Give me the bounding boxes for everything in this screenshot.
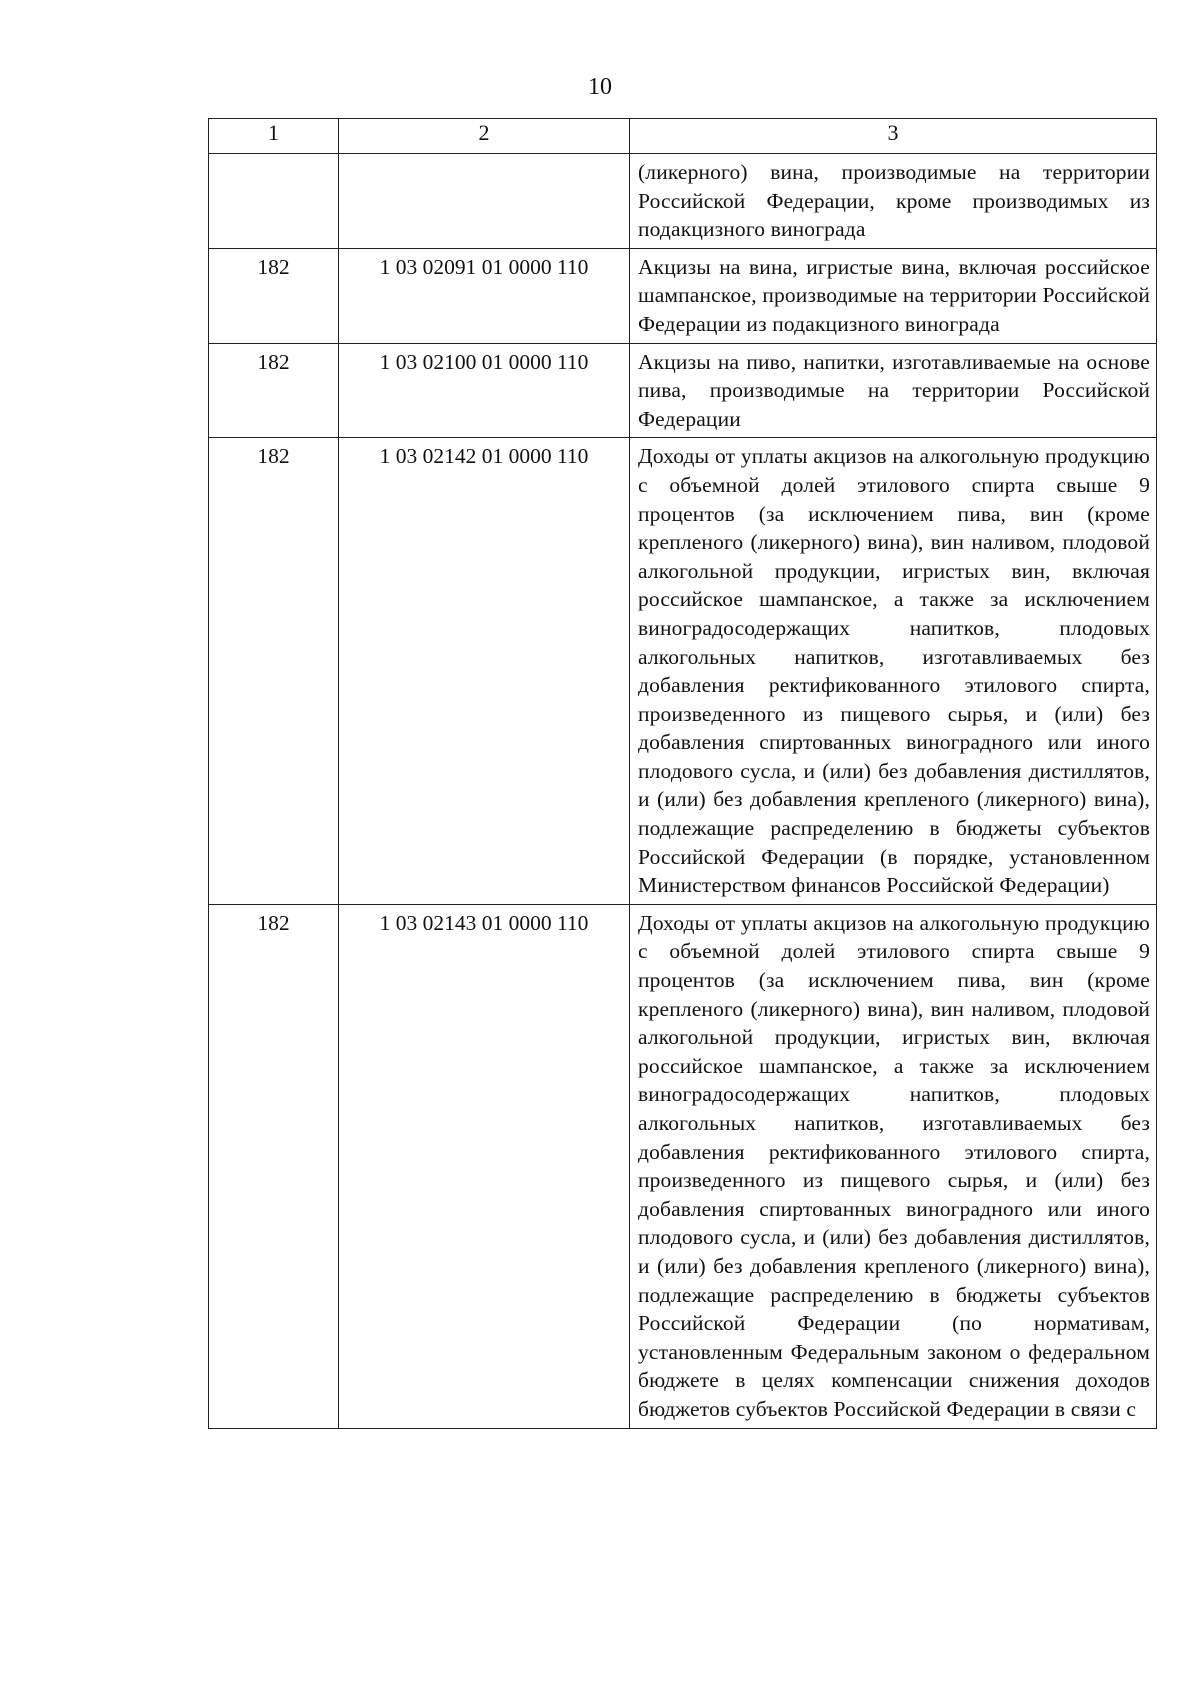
description-cell: Акцизы на пиво, напитки, изготавливаемые на основе пива, производимые на территории Российской Федерации <box>630 343 1157 438</box>
kbk-code-cell: 1 03 02143 01 0000 110 <box>339 904 630 1428</box>
table-row <box>209 154 1157 249</box>
table-header-row <box>209 119 1157 154</box>
admin-code-cell: 182 <box>209 343 339 438</box>
kbk-code-cell: 1 03 02091 01 0000 110 <box>339 248 630 343</box>
kbk-code-cell <box>339 154 630 249</box>
table-row <box>209 248 1157 343</box>
header-col-2: 2 <box>339 119 630 154</box>
header-col-3: 3 <box>630 119 1157 154</box>
table-row <box>209 343 1157 438</box>
description-cell: Доходы от уплаты акцизов на алкогольную продукцию с объемной долей этилового спирта свыше 9 процентов (за исключением пива, вин (кроме крепленого (ликерного) вина), вин наливом, плодовой алкогольной продукции, игристых вин, включая российское шампанское, а также за исключением виноградосодержащих напитков, плодовых алкогольных напитков, изготавливаемых без добавления ректификованного этилового спирта, произведенного из пищевого сырья, и (или) без добавления спиртованных виноградного или иного плодового сусла, и (или) без добавления дистиллятов, и (или) без добавления крепленого (ликерного) вина), подлежащие распределению в бюджеты субъектов Российской Федерации (по нормативам, установленным Федеральным законом о федеральном бюджете в целях компенсации снижения доходов бюджетов субъектов Российской Федерации в связи с <box>630 904 1157 1428</box>
description-cell: (ликерного) вина, производимые на территории Российской Федерации, кроме производимых из подакцизного винограда <box>630 154 1157 249</box>
table-row <box>209 438 1157 905</box>
budget-code-table <box>208 118 1157 1429</box>
page-number: 10 <box>588 74 612 100</box>
admin-code-cell: 182 <box>209 904 339 1428</box>
admin-code-cell: 182 <box>209 248 339 343</box>
header-col-1: 1 <box>209 119 339 154</box>
description-cell: Акцизы на вина, игристые вина, включая российское шампанское, производимые на территории Российской Федерации из подакцизного винограда <box>630 248 1157 343</box>
kbk-code-cell: 1 03 02100 01 0000 110 <box>339 343 630 438</box>
table-row <box>209 904 1157 1428</box>
kbk-code-cell: 1 03 02142 01 0000 110 <box>339 438 630 905</box>
description-cell: Доходы от уплаты акцизов на алкогольную продукцию с объемной долей этилового спирта свыше 9 процентов (за исключением пива, вин (кроме крепленого (ликерного) вина), вин наливом, плодовой алкогольной продукции, игристых вин, включая российское шампанское, а также за исключением виноградосодержащих напитков, плодовых алкогольных напитков, изготавливаемых без добавления ректификованного этилового спирта, произведенного из пищевого сырья, и (или) без добавления спиртованных виноградного или иного плодового сусла, и (или) без добавления дистиллятов, и (или) без добавления крепленого (ликерного) вина), подлежащие распределению в бюджеты субъектов Российской Федерации (в порядке, установленном Министерством финансов Российской Федерации) <box>630 438 1157 905</box>
admin-code-cell <box>209 154 339 249</box>
admin-code-cell: 182 <box>209 438 339 905</box>
